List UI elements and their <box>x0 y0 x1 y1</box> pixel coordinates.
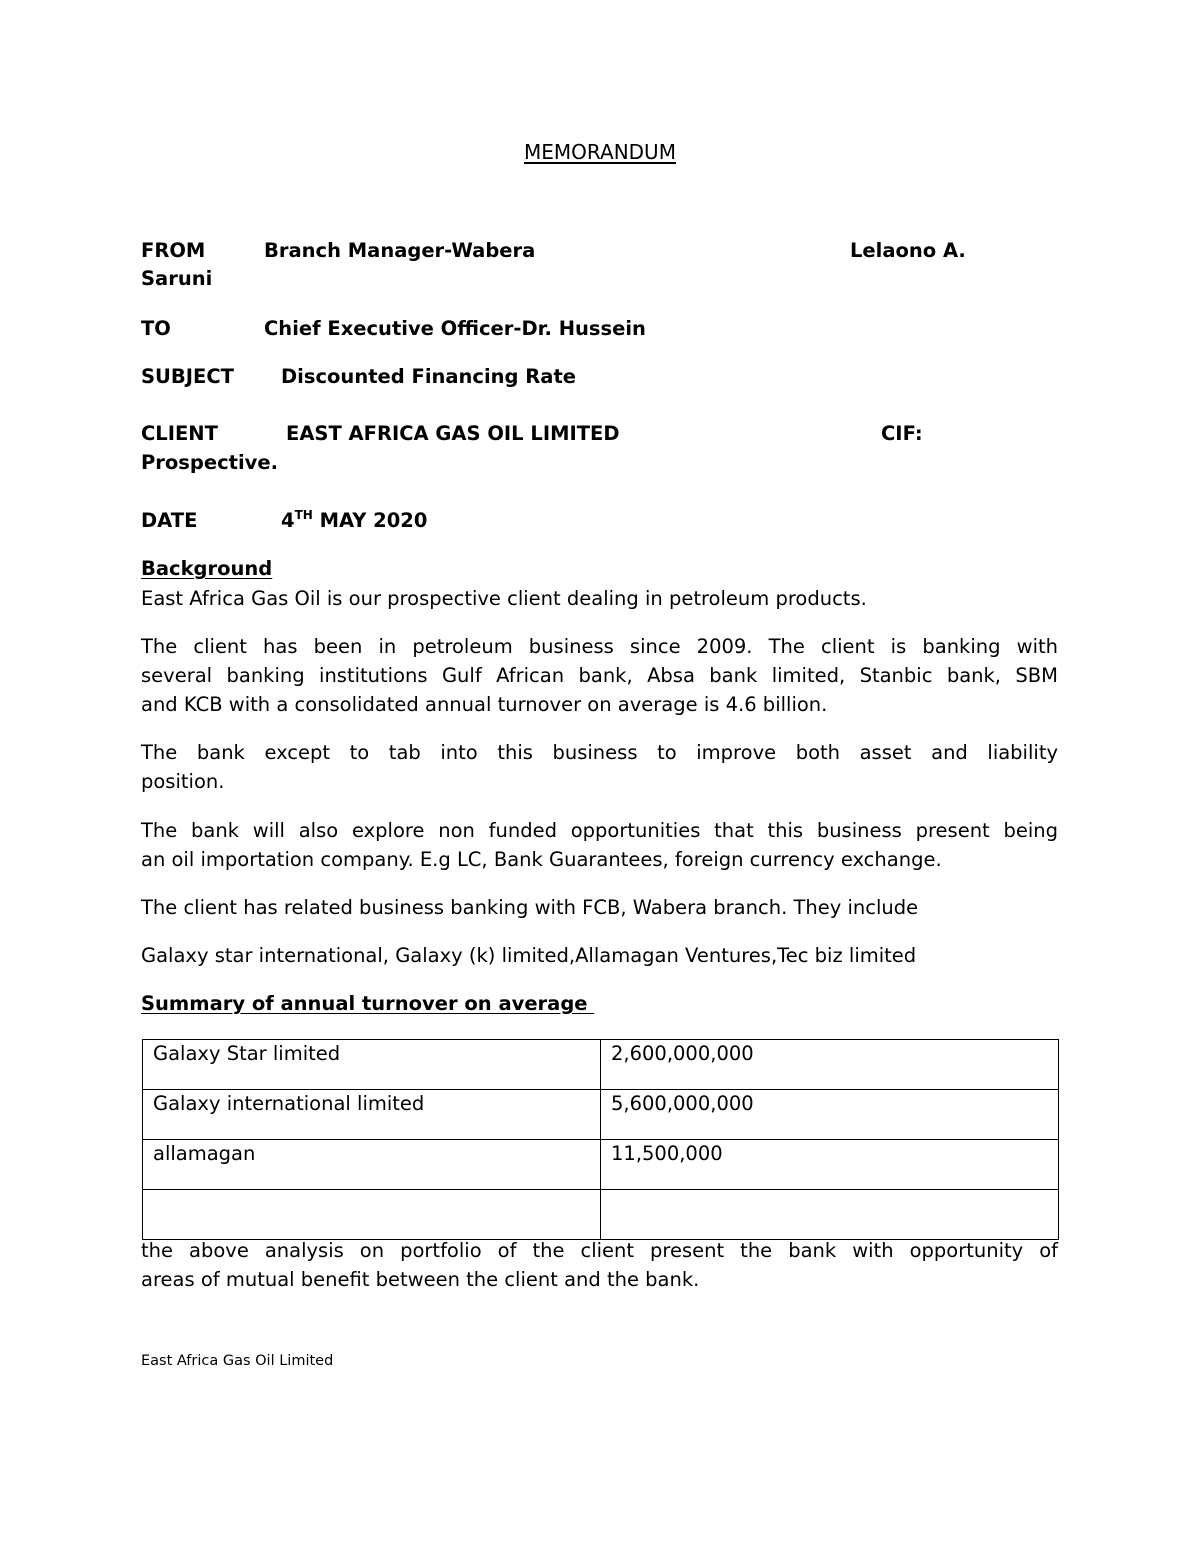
background-p1: East Africa Gas Oil is our prospective client dealing in petroleum products. <box>141 587 867 610</box>
background-p3 <box>141 738 1058 796</box>
table-cell-value: 2,600,000,000 <box>601 1040 1059 1090</box>
to-label: TO <box>141 317 171 340</box>
background-p4-line: The bank will also explore non funded opportunities that this business present being <box>141 819 1058 842</box>
from-name: Lelaono A. <box>850 239 966 262</box>
background-p2-line: The client has been in petroleum business since 2009. The client is banking with <box>141 635 1058 658</box>
cif-label: CIF: <box>881 422 923 445</box>
date-label: DATE <box>141 509 198 532</box>
background-p2-line: and KCB with a consolidated annual turnover on average is 4.6 billion. <box>141 693 828 716</box>
background-p2-line: several banking institutions Gulf African bank, Absa bank limited, Stanbic bank, SBM <box>141 664 1058 687</box>
background-p4-line: an oil importation company. E.g LC, Bank Guarantees, foreign currency exchange. <box>141 848 942 871</box>
table-row <box>143 1090 1059 1140</box>
summary-heading: Summary of annual turnover on average <box>141 992 595 1015</box>
table-row <box>143 1190 1059 1240</box>
table-cell-value: 11,500,000 <box>601 1140 1059 1190</box>
date-suffix: TH <box>294 507 313 522</box>
client-label: CLIENT <box>141 422 218 445</box>
table-cell-name: Galaxy international limited <box>143 1090 601 1140</box>
memo-title: MEMORANDUM <box>524 140 676 164</box>
table-cell-name: allamagan <box>143 1140 601 1190</box>
closing-line: the above analysis on portfolio of the client present the bank with opportunity of <box>141 1239 1058 1262</box>
background-heading: Background <box>141 557 273 580</box>
date-value <box>281 507 427 535</box>
client-value: EAST AFRICA GAS OIL LIMITED <box>286 422 620 445</box>
table-row <box>143 1140 1059 1190</box>
subject-label: SUBJECT <box>141 365 234 388</box>
background-p5: The client has related business banking with FCB, Wabera branch. They include <box>141 896 919 919</box>
table-cell-name <box>143 1190 601 1240</box>
page-footer: East Africa Gas Oil Limited <box>141 1353 334 1369</box>
to-value: Chief Executive Officer-Dr. Hussein <box>264 317 646 340</box>
turnover-table <box>142 1039 1059 1240</box>
cif-value: Prospective. <box>141 451 279 474</box>
background-p6: Galaxy star international, Galaxy (k) limited,Allamagan Ventures,Tec biz limited <box>141 944 917 967</box>
background-p4 <box>141 816 1058 874</box>
from-name-cont: Saruni <box>141 267 213 290</box>
from-value: Branch Manager-Wabera <box>264 239 536 262</box>
table-row <box>143 1040 1059 1090</box>
table-cell-value <box>601 1190 1059 1240</box>
from-label: FROM <box>141 239 206 262</box>
date-day: 4 <box>281 509 295 532</box>
background-p2 <box>141 632 1058 719</box>
date-rest: MAY 2020 <box>312 509 428 532</box>
background-p3-line: position. <box>141 770 225 793</box>
table-cell-value: 5,600,000,000 <box>601 1090 1059 1140</box>
table-cell-name: Galaxy Star limited <box>143 1040 601 1090</box>
closing-line: areas of mutual benefit between the client and the bank. <box>141 1268 700 1291</box>
closing-paragraph <box>141 1236 1058 1294</box>
background-p3-line: The bank except to tab into this business to improve both asset and liability <box>141 741 1058 764</box>
subject-value: Discounted Financing Rate <box>281 365 577 388</box>
